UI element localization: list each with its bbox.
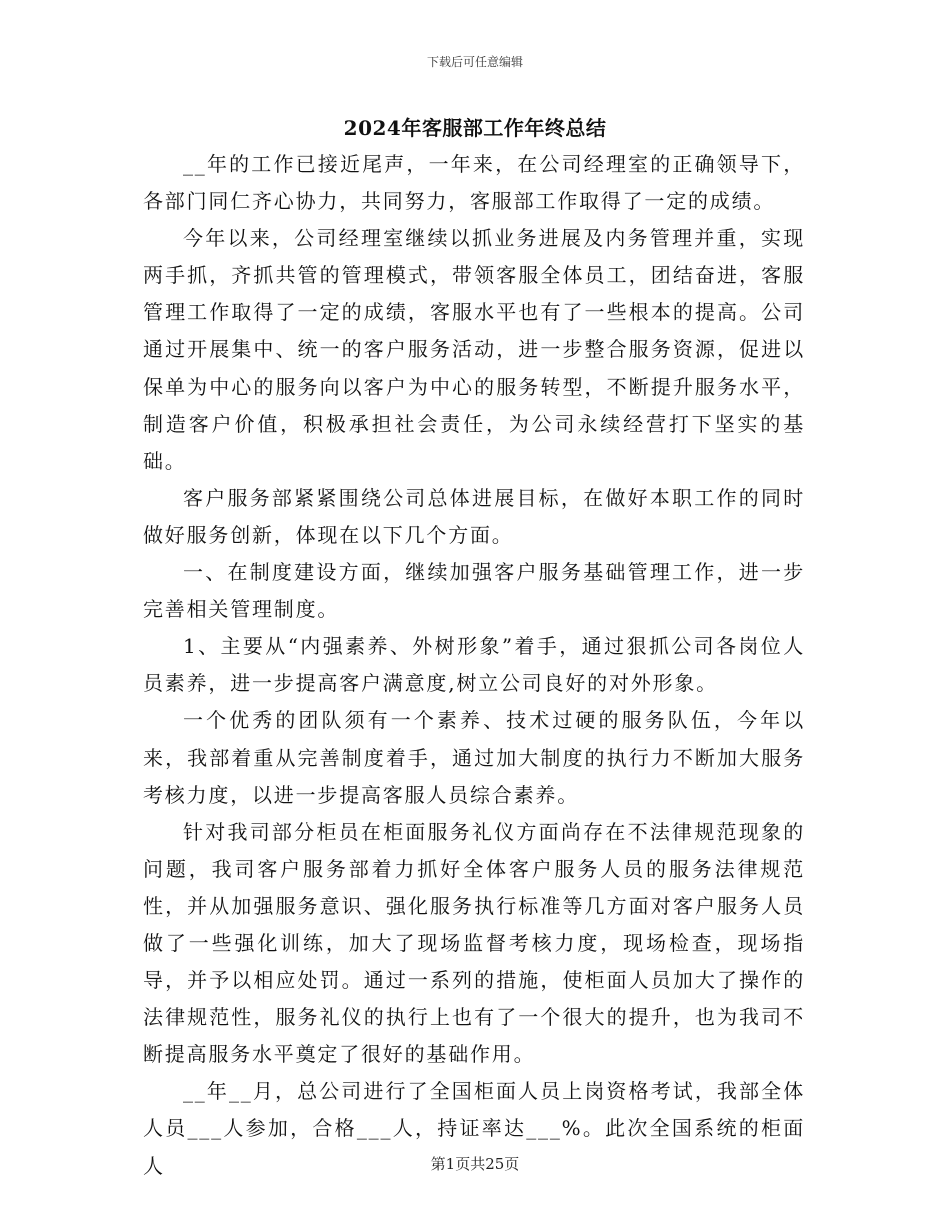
body-paragraph: 客户服务部紧紧围绕公司总体进展目标，在做好本职工作的同时做好服务创新，体现在以下几个方面。: [143, 485, 805, 547]
document-title: 2024年客服部工作年终总结: [343, 116, 607, 140]
body-paragraph: 今年以来，公司经理室继续以抓业务进展及内务管理并重，实现两手抓，齐抓共管的管理模式，带领客服全体员工，团结奋进，客服管理工作取得了一定的成绩，客服水平也有了一些根本的提高。公司通过开展集中、统一的客户服务活动，进一步整合服务资源，促进以保单为中心的服务向以客户为中心的服务转型，不断提升服务水平，制造客户价值，积极承担社会责任，为公司永续经营打下坚实的基础。: [143, 226, 805, 473]
body-paragraph: 针对我司部分柜员在柜面服务礼仪方面尚存在不法律规范现象的问题，我司客户服务部着力抓好全体客户服务人员的服务法律规范性，并从加强服务意识、强化服务执行标准等几方面对客户服务人员做了一些强化训练，加大了现场监督考核力度，现场检查，现场指导，并予以相应处罚。通过一系列的措施，使柜面人员加大了操作的法律规范性，服务礼仪的执行上也有了一个很大的提升，也为我司不断提高服务水平奠定了很好的基础作用。: [143, 819, 805, 1067]
body-paragraph: __年__月，总公司进行了全国柜面人员上岗资格考试，我部全体人员___人参加，合格___人，持证率达___%。此次全国系统的柜面人: [143, 1079, 805, 1178]
page-header-note: 下载后可任意编辑: [426, 55, 523, 69]
page-number: 第1页共25页: [430, 1155, 520, 1173]
body-paragraph: 一、在制度建设方面，继续加强客户服务基础管理工作，进一步完善相关管理制度。: [143, 560, 805, 622]
body-paragraph: __年的工作已接近尾声，一年来，在公司经理室的正确领导下，各部门同仁齐心协力，共同努力，客服部工作取得了一定的成绩。: [143, 152, 805, 214]
body-paragraph: 一个优秀的团队须有一个素养、技术过硬的服务队伍，今年以来，我部着重从完善制度着手，通过加大制度的执行力不断加大服务考核力度，以进一步提高客服人员综合素养。: [143, 708, 805, 807]
document-body: [143, 146, 805, 1185]
body-paragraph: 1、主要从“内强素养、外树形象”着手，通过狠抓公司各岗位人员素养，进一步提高客户满意度,树立公司良好的对外形象。: [143, 634, 805, 696]
